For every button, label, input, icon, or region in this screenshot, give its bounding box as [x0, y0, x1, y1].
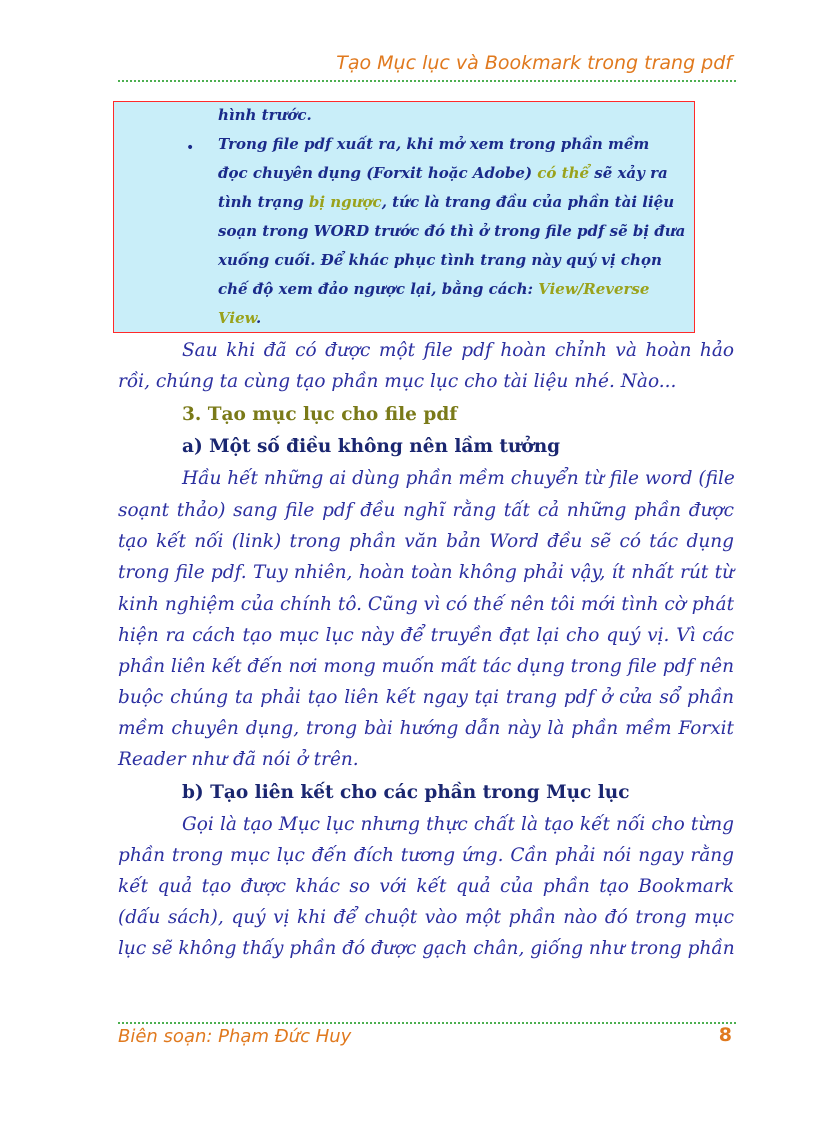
- paragraph-line: buộc chúng ta phải tạo liên kết ngay tại trang pdf ở cửa sổ phần: [118, 687, 734, 708]
- paragraph-line: Reader như đã nói ở trên.: [118, 749, 359, 770]
- highlight-text: bị ngược: [308, 193, 382, 211]
- paragraph-line: kinh nghiệm của chính tô. Cũng vì có thế nên tôi mới tình cờ phát: [118, 594, 735, 615]
- note-line: Trong file pdf xuất ra, khi mở xem trong phần mềm: [218, 135, 650, 153]
- paragraph-line: phần trong mục lục đến đích tương ứng. Cần phải nói ngay rằng: [118, 845, 734, 866]
- highlight-text: View: [218, 309, 257, 327]
- paragraph-line: mềm chuyên dụng, trong bài hướng dẫn này là phần mềm Forxit: [118, 718, 734, 739]
- page-number: 8: [718, 1024, 732, 1046]
- paragraph-line: soạnt thảo) sang file pdf đều nghĩ rằng tất cả những phần được: [118, 500, 734, 521]
- note-box: [113, 101, 695, 333]
- footer-author: Biên soạn: Phạm Đức Huy: [118, 1026, 352, 1047]
- paragraph-line: Gọi là tạo Mục lục nhưng thực chất là tạo kết nối cho từng: [182, 814, 734, 835]
- note-line: soạn trong WORD trước đó thì ở trong file pdf sẽ bị đưa: [218, 222, 686, 240]
- note-line: tình trạng bị ngược, tức là trang đầu của phần tài liệu: [218, 193, 675, 211]
- note-line: chế độ xem đảo ngược lại, bằng cách: View/Reverse: [218, 280, 650, 298]
- paragraph-line: tạo kết nối (link) trong phần văn bản Word đều sẽ có tác dụng: [118, 531, 734, 552]
- highlight-text: View/Reverse: [538, 280, 650, 298]
- footer-divider: [118, 1022, 736, 1024]
- paragraph-line: Sau khi đã có được một file pdf hoàn chỉnh và hoàn hảo: [182, 340, 734, 361]
- page-header-title: Tạo Mục lục và Bookmark trong trang pdf: [336, 52, 732, 74]
- paragraph-line: trong file pdf. Tuy nhiên, hoàn toàn không phải vậy, ít nhất rút từ: [118, 562, 734, 583]
- paragraph-line: kết quả tạo được khác so với kết quả của phần tạo Bookmark: [118, 876, 734, 897]
- paragraph-line: hiện ra cách tạo mục lục này để truyền đạt lại cho quý vị. Vì các: [118, 625, 734, 646]
- subsection-heading: b) Tạo liên kết cho các phần trong Mục lục: [182, 782, 630, 803]
- note-line: xuống cuối. Để khác phục tình trang này quý vị chọn: [218, 251, 662, 269]
- paragraph-line: rồi, chúng ta cùng tạo phần mục lục cho tài liệu nhé. Nào...: [118, 371, 677, 392]
- subsection-heading: a) Một số điều không nên lầm tưởng: [182, 436, 561, 457]
- paragraph-line: Hầu hết những ai dùng phần mềm chuyển từ file word (file: [182, 468, 735, 489]
- note-line: View.: [218, 309, 262, 327]
- paragraph-line: phần liên kết đến nơi mong muốn mất tác dụng trong file pdf nên: [118, 656, 734, 677]
- highlight-text: có thể: [537, 164, 590, 182]
- paragraph-line: lục sẽ không thấy phần đó được gạch chân, giống như trong phần: [118, 938, 735, 959]
- note-line: hình trước.: [218, 106, 312, 124]
- section-heading: 3. Tạo mục lục cho file pdf: [182, 404, 458, 425]
- header-divider: [118, 80, 736, 82]
- note-line: đọc chuyên dụng (Forxit hoặc Adobe) có thể sẽ xảy ra: [218, 164, 668, 182]
- bullet-icon: •: [186, 140, 195, 156]
- paragraph-line: (dấu sách), quý vị khi để chuột vào một phần nào đó trong mục: [118, 907, 734, 928]
